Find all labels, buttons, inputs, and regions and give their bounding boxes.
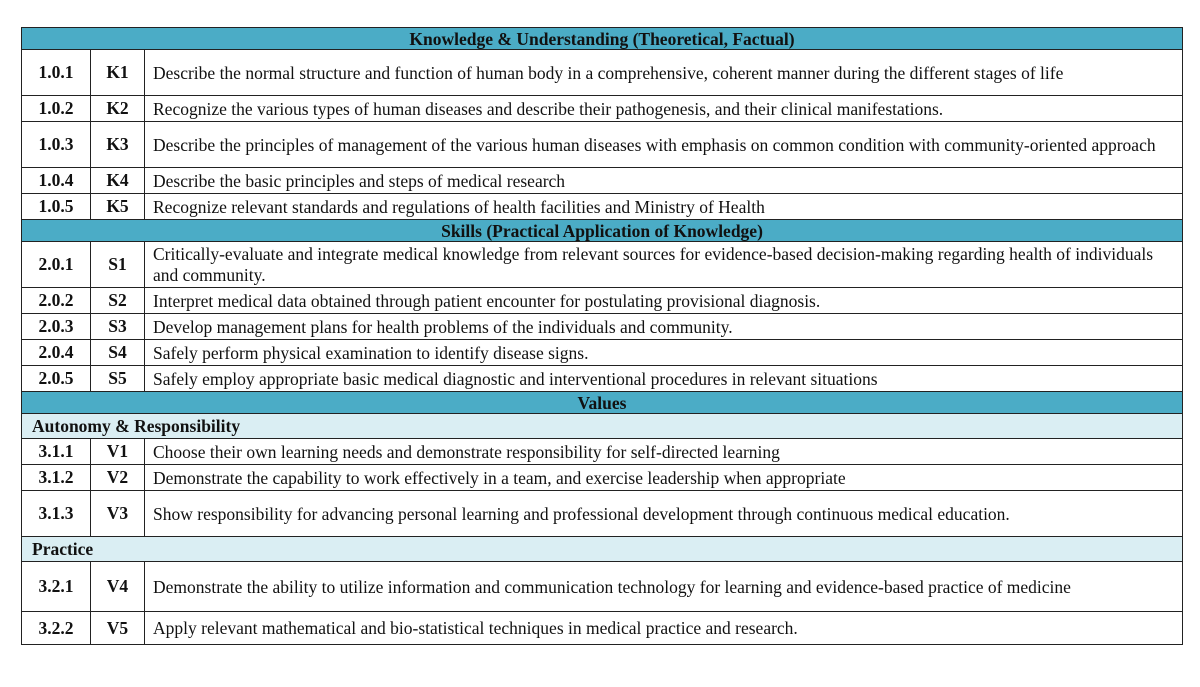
table-row [22,491,1183,537]
section-title: Skills (Practical Application of Knowledge) [22,220,1183,242]
outcome-code: S1 [91,242,145,288]
section-title: Knowledge & Understanding (Theoretical, Factual) [22,28,1183,50]
outcome-number: 1.0.3 [22,122,91,168]
table-row [22,168,1183,194]
outcome-description: Describe the basic principles and steps of medical research [145,168,1183,194]
outcome-number: 1.0.2 [22,96,91,122]
table-row [22,366,1183,392]
outcome-code: V2 [91,465,145,491]
outcome-number: 3.2.1 [22,562,91,612]
outcome-description: Describe the normal structure and function of human body in a comprehensive, coherent manner during the different stages of life [145,50,1183,96]
outcome-number: 2.0.4 [22,340,91,366]
outcome-description: Safely perform physical examination to identify disease signs. [145,340,1183,366]
table-row [22,340,1183,366]
table-row [22,242,1183,288]
outcome-number: 3.1.3 [22,491,91,537]
outcome-number: 1.0.4 [22,168,91,194]
outcome-code: K3 [91,122,145,168]
outcome-number: 1.0.5 [22,194,91,220]
table-row [22,314,1183,340]
outcome-number: 2.0.3 [22,314,91,340]
table-row [22,288,1183,314]
outcome-number: 2.0.2 [22,288,91,314]
outcome-description: Demonstrate the ability to utilize information and communication technology for learning and evidence-based practice of medicine [145,562,1183,612]
outcome-description: Recognize relevant standards and regulations of health facilities and Ministry of Health [145,194,1183,220]
outcome-number: 3.1.1 [22,439,91,465]
outcome-number: 3.2.2 [22,612,91,645]
section-title: Values [22,392,1183,414]
section-header-knowledge [22,28,1183,50]
outcome-description: Apply relevant mathematical and bio-statistical techniques in medical practice and research. [145,612,1183,645]
outcome-code: S4 [91,340,145,366]
table-row [22,439,1183,465]
table-row [22,465,1183,491]
outcome-code: V1 [91,439,145,465]
outcome-code: V3 [91,491,145,537]
table-row [22,194,1183,220]
outcome-code: S5 [91,366,145,392]
table-row [22,612,1183,645]
table-row [22,96,1183,122]
outcome-number: 2.0.1 [22,242,91,288]
section-header-skills [22,220,1183,242]
outcome-description: Show responsibility for advancing personal learning and professional development through continuous medical education. [145,491,1183,537]
outcome-number: 1.0.1 [22,50,91,96]
subsection-header-practice [22,537,1183,562]
outcome-code: S3 [91,314,145,340]
outcome-code: V4 [91,562,145,612]
outcome-description: Choose their own learning needs and demonstrate responsibility for self-directed learning [145,439,1183,465]
learning-outcomes-table [21,27,1183,645]
outcome-code: K5 [91,194,145,220]
table-row [22,50,1183,96]
outcome-number: 3.1.2 [22,465,91,491]
section-header-values [22,392,1183,414]
outcome-number: 2.0.5 [22,366,91,392]
outcome-code: K4 [91,168,145,194]
subsection-title: Practice [22,537,1183,562]
outcome-description: Demonstrate the capability to work effectively in a team, and exercise leadership when appropriate [145,465,1183,491]
table-row [22,122,1183,168]
outcome-description: Recognize the various types of human diseases and describe their pathogenesis, and their clinical manifestations. [145,96,1183,122]
outcome-description: Develop management plans for health problems of the individuals and community. [145,314,1183,340]
subsection-header-autonomy [22,414,1183,439]
subsection-title: Autonomy & Responsibility [22,414,1183,439]
outcome-description: Safely employ appropriate basic medical diagnostic and interventional procedures in relevant situations [145,366,1183,392]
outcome-code: V5 [91,612,145,645]
outcome-description: Interpret medical data obtained through patient encounter for postulating provisional diagnosis. [145,288,1183,314]
outcome-code: K2 [91,96,145,122]
outcome-code: K1 [91,50,145,96]
outcome-code: S2 [91,288,145,314]
outcome-description: Describe the principles of management of the various human diseases with emphasis on common condition with community-oriented approach [145,122,1183,168]
table-row [22,562,1183,612]
outcome-description: Critically-evaluate and integrate medical knowledge from relevant sources for evidence-based decision-making regarding health of individuals and community. [145,242,1183,288]
